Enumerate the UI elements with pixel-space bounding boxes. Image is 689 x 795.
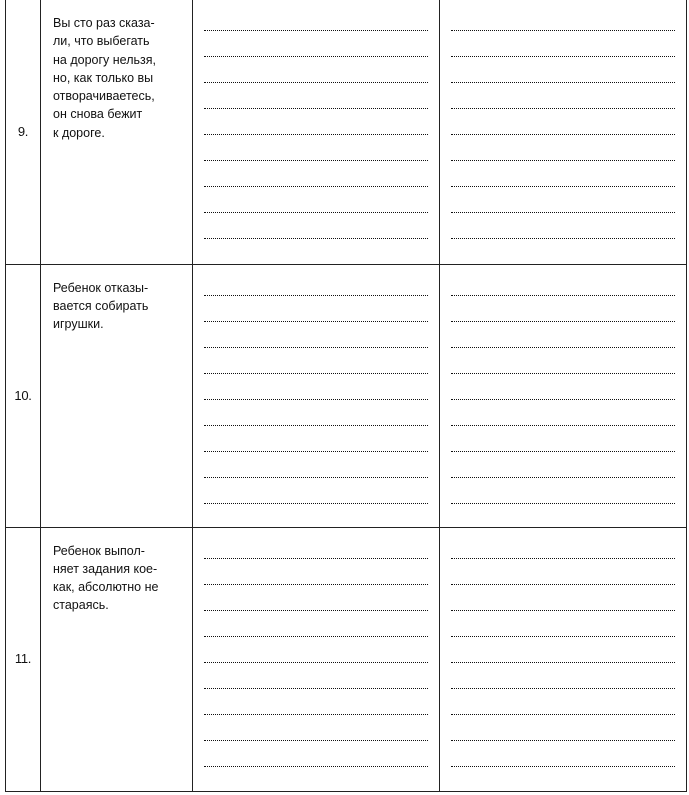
writing-line[interactable]: [451, 478, 675, 504]
writing-line[interactable]: [204, 21, 428, 31]
writing-line[interactable]: [451, 559, 675, 585]
table-row: [6, 0, 687, 264]
writing-line[interactable]: [204, 715, 428, 741]
writing-line[interactable]: [204, 426, 428, 452]
writing-line[interactable]: [451, 741, 675, 767]
writing-line[interactable]: [451, 689, 675, 715]
answer-column-2[interactable]: [440, 0, 687, 264]
row-number: 10.: [14, 387, 32, 403]
writing-line[interactable]: [204, 31, 428, 57]
writing-line[interactable]: [204, 741, 428, 767]
writing-line[interactable]: [204, 213, 428, 239]
writing-line[interactable]: [451, 374, 675, 400]
row-number-cell: [6, 0, 41, 264]
writing-lines[interactable]: [193, 265, 439, 504]
writing-line[interactable]: [204, 663, 428, 689]
writing-line[interactable]: [204, 549, 428, 559]
answer-column-1[interactable]: [193, 0, 440, 264]
writing-line[interactable]: [204, 135, 428, 161]
writing-line[interactable]: [204, 109, 428, 135]
writing-line[interactable]: [451, 296, 675, 322]
worksheet-table: [5, 0, 687, 792]
writing-lines[interactable]: [193, 528, 439, 767]
writing-line[interactable]: [451, 549, 675, 559]
writing-line[interactable]: [204, 161, 428, 187]
writing-line[interactable]: [204, 187, 428, 213]
writing-line[interactable]: [204, 689, 428, 715]
writing-line[interactable]: [451, 286, 675, 296]
situation-text: Вы сто раз сказа- ли, что выбегать на дорогу нельзя, но, как только вы отворачиваетесь, он снова бежит к дороге.: [53, 16, 156, 140]
writing-line[interactable]: [451, 348, 675, 374]
writing-line[interactable]: [451, 637, 675, 663]
writing-line[interactable]: [451, 585, 675, 611]
writing-line[interactable]: [204, 478, 428, 504]
writing-line[interactable]: [204, 585, 428, 611]
writing-line[interactable]: [451, 57, 675, 83]
writing-line[interactable]: [451, 611, 675, 637]
writing-lines[interactable]: [193, 0, 439, 239]
writing-line[interactable]: [451, 715, 675, 741]
writing-line[interactable]: [451, 161, 675, 187]
table-row: [6, 264, 687, 527]
writing-line[interactable]: [451, 109, 675, 135]
situation-text: Ребенок отказы- вается собирать игрушки.: [53, 280, 149, 332]
writing-line[interactable]: [204, 374, 428, 400]
writing-line[interactable]: [451, 135, 675, 161]
writing-line[interactable]: [204, 57, 428, 83]
row-number: 9.: [17, 123, 29, 139]
writing-line[interactable]: [204, 637, 428, 663]
row-number-cell: [6, 527, 41, 791]
answer-column-1[interactable]: [193, 264, 440, 527]
row-number-cell: [6, 264, 41, 527]
writing-line[interactable]: [451, 452, 675, 478]
writing-line[interactable]: [451, 400, 675, 426]
writing-line[interactable]: [204, 559, 428, 585]
writing-line[interactable]: [204, 400, 428, 426]
writing-lines[interactable]: [440, 0, 686, 239]
writing-line[interactable]: [451, 31, 675, 57]
writing-line[interactable]: [204, 452, 428, 478]
situation-cell: [41, 264, 193, 527]
writing-line[interactable]: [204, 322, 428, 348]
writing-line[interactable]: [451, 322, 675, 348]
writing-line[interactable]: [451, 187, 675, 213]
answer-column-1[interactable]: [193, 527, 440, 791]
table-row: [6, 527, 687, 791]
writing-line[interactable]: [451, 213, 675, 239]
writing-line[interactable]: [204, 83, 428, 109]
situation-text: Ребенок выпол- няет задания кое- как, абсолютно не стараясь.: [53, 543, 159, 613]
writing-line[interactable]: [451, 21, 675, 31]
writing-line[interactable]: [204, 348, 428, 374]
answer-column-2[interactable]: [440, 527, 687, 791]
writing-line[interactable]: [451, 83, 675, 109]
situation-cell: [41, 527, 193, 791]
writing-line[interactable]: [451, 663, 675, 689]
writing-lines[interactable]: [440, 265, 686, 504]
writing-line[interactable]: [204, 286, 428, 296]
writing-lines[interactable]: [440, 528, 686, 767]
answer-column-2[interactable]: [440, 264, 687, 527]
row-number: 11.: [14, 651, 32, 666]
writing-line[interactable]: [451, 426, 675, 452]
writing-line[interactable]: [204, 611, 428, 637]
situation-cell: [41, 0, 193, 264]
writing-line[interactable]: [204, 296, 428, 322]
